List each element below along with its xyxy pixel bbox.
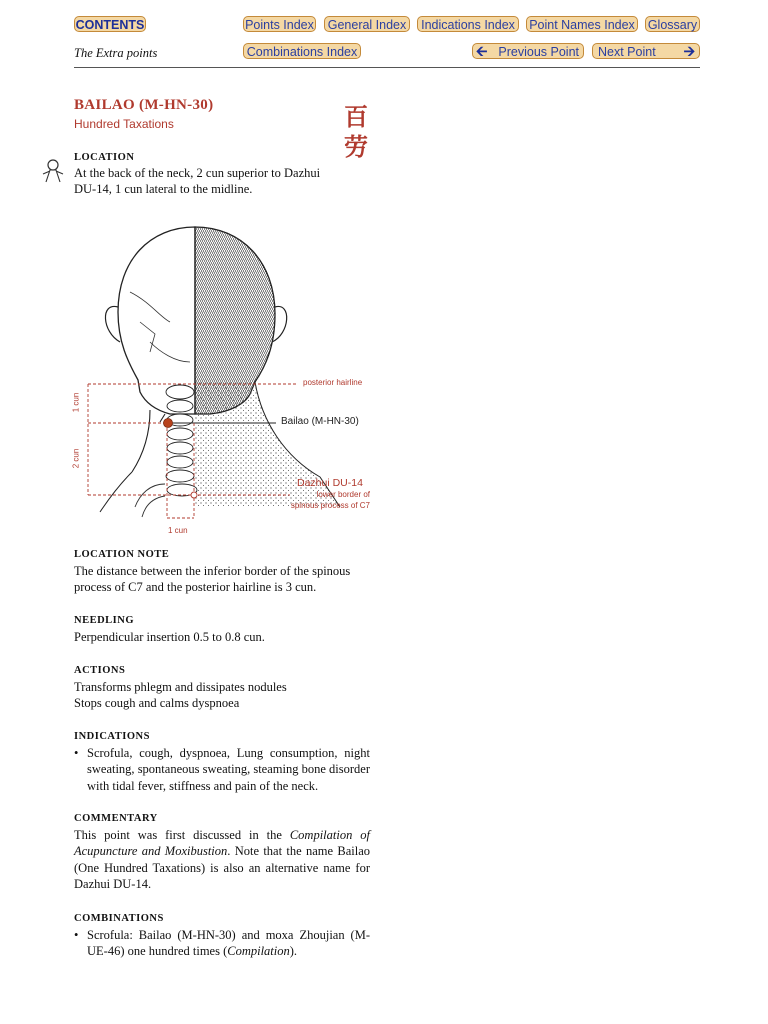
figure-icon [40, 158, 66, 189]
combinations-post: ). [289, 944, 298, 959]
combinations-pre: Scrofula: Bailao (M-HN-30) and moxa Zhoujian (M-UE-46) one hundred times ( [87, 928, 370, 959]
point-subtitle: Hundred Taxations [74, 117, 174, 131]
actions-label: ACTIONS [74, 665, 126, 676]
chinese-char-1: 百 [344, 105, 368, 131]
combinations-label: COMBINATIONS [74, 913, 164, 924]
commentary-pre: This point was first discussed in the [74, 828, 290, 842]
bailao-label: Bailao (M-HN-30) [281, 416, 359, 427]
section-title: The Extra points [74, 46, 158, 60]
next-point-button[interactable] [592, 43, 700, 59]
previous-point-button[interactable] [472, 43, 584, 59]
contents-button[interactable]: CONTENTS [75, 18, 145, 32]
action-item-1: Transforms phlegm and dissipates nodules [74, 680, 287, 694]
indications-label: INDICATIONS [74, 731, 150, 742]
two-cun-vertical-label: 2 cun [71, 448, 81, 469]
chinese-char-2: 劳 [344, 135, 368, 161]
previous-point-label: Previous Point [498, 45, 579, 59]
glossary-button[interactable]: Glossary [645, 16, 700, 32]
commentary-label: COMMENTARY [74, 813, 158, 824]
point-title: BAILAO (M-HN-30) [74, 97, 214, 113]
commentary-post: . Note that the name Bailao (One Hundred Taxations) is also an alternative name for Dazhui DU-14. [74, 844, 370, 892]
location-note-text: The distance between the inferior border of the spinous process of C7 and the posterior hairline is 3 cun. [74, 564, 351, 595]
location-text: At the back of the neck, 2 cun superior to Dazhui DU-14, 1 cun lateral to the midline. [74, 166, 321, 197]
indications-text: Scrofula, cough, dyspnoea, Lung consumption, night sweating, spontaneous sweating, steaming bone disorder with tidal fever, stiffness and pain of the neck. [87, 746, 370, 793]
bullet-icon: • [74, 928, 79, 942]
one-cun-vertical-label: 1 cun [71, 392, 81, 413]
action-item-2: Stops cough and calms dyspnoea [74, 696, 240, 710]
bullet-icon: • [74, 746, 79, 760]
next-point-label: Next Point [598, 45, 656, 59]
commentary-text [74, 827, 370, 893]
arrow-left-icon: 🡨 [476, 43, 488, 59]
point-names-index-button[interactable]: Point Names Index [526, 16, 638, 32]
general-index-button[interactable]: General Index [324, 16, 410, 32]
one-cun-horizontal-label: 1 cun [168, 526, 188, 535]
points-index-button[interactable]: Points Index [243, 16, 316, 32]
bailao-diagram [0, 222, 380, 542]
combinations-item [74, 927, 370, 960]
lower-border-label-1: lower border of [316, 490, 370, 499]
chinese-characters [342, 103, 370, 163]
indications-item [74, 745, 370, 794]
combinations-index-button[interactable]: Combinations Index [243, 43, 361, 59]
indications-index-button[interactable]: Indications Index [417, 16, 519, 32]
header-divider [74, 67, 700, 68]
location-label: LOCATION [74, 152, 135, 163]
combinations-source: Compilation [227, 944, 290, 959]
arrow-right-icon: 🡪 [683, 43, 695, 59]
lower-border-label-2: spinous process of C7 [290, 501, 370, 510]
combinations-text [74, 927, 370, 960]
needling-label: NEEDLING [74, 615, 135, 626]
needling-text: Perpendicular insertion 0.5 to 0.8 cun. [74, 630, 265, 644]
posterior-hairline-label: posterior hairline [303, 378, 363, 387]
commentary-book-title: Compilation of Acupuncture and Moxibustion [74, 828, 370, 859]
location-note-label: LOCATION NOTE [74, 549, 170, 560]
dazhui-label: Dazhui DU-14 [297, 477, 363, 489]
